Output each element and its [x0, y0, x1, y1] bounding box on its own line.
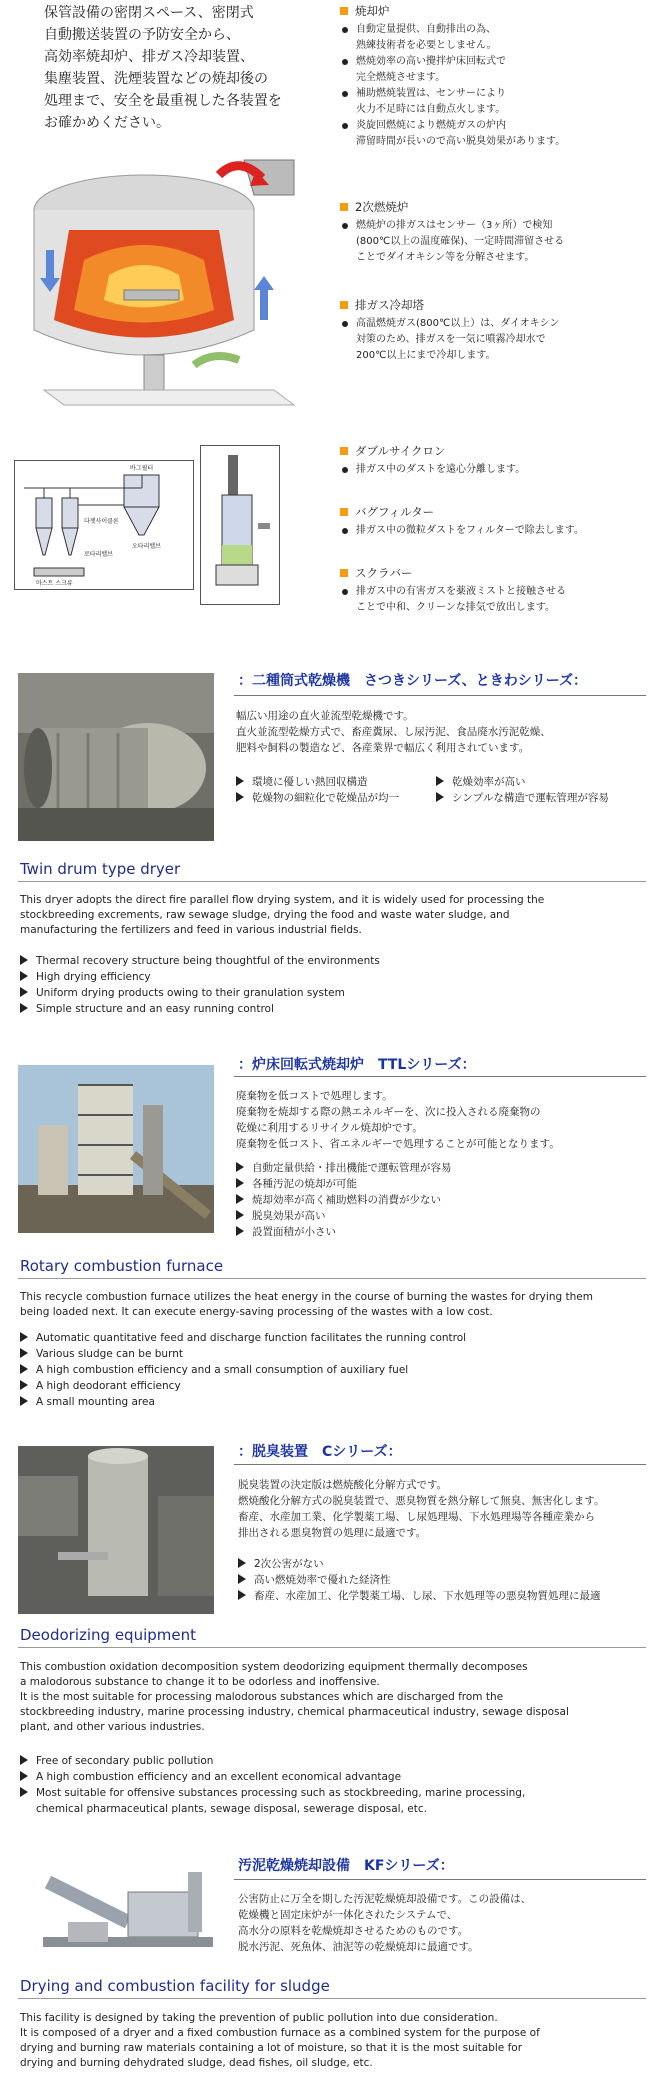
feature-item: 2次公害がない: [254, 1558, 324, 1570]
bullet-text: 200℃以上にまで冷却します。: [356, 350, 496, 361]
feature-item: Thermal recovery structure being thoughtful of the environments: [36, 955, 380, 967]
diagram-label: 로타리밸브: [84, 551, 113, 558]
feature-list-jp: [238, 1556, 601, 1604]
section-title-jp: ：二種筒式乾燥機 さつきシリーズ、ときわシリーズ：: [238, 673, 588, 689]
scrubber-tower-diagram: [200, 445, 280, 605]
bullet-text: 炎旋回燃焼により燃焼ガスの炉内: [356, 120, 506, 131]
description-line: 公害防止に万全を期した汚泥乾燥焼却設備です。この設備は、: [238, 1893, 532, 1905]
divider: [18, 881, 646, 882]
bullet-text: (800℃以上の温度確保)、一定時間滞留させる: [356, 236, 565, 247]
bullet-text: 排ガス中の微粒ダストをフィルターで除去します。: [356, 525, 584, 536]
title-rule: [234, 1879, 646, 1880]
description-line: stockbreeding excrements, raw sewage sludge, drying the food and waste water sludge, and: [20, 909, 510, 921]
section-description-en: [20, 1660, 644, 1735]
diagram-label: 오타리밸브: [132, 543, 161, 550]
description-line: It is the most suitable for processing malodorous substances which are discharged from the: [20, 1691, 504, 1703]
bullet-text: 補助燃焼装置は、センサーにより: [356, 88, 506, 99]
description-line: stockbreeding industry, marine processing industry, chemical pharmaceutical industry, sewage disposal: [20, 1706, 569, 1718]
block-heading: バグフィルター: [355, 505, 435, 519]
feature-list-jp: [236, 774, 656, 806]
feature-item: 自動定量供給・排出機能で運転管理が容易: [252, 1162, 452, 1174]
description-line: 肥料や飼料の製造など、各産業界で幅広く利用されています。: [236, 742, 530, 754]
section-description-jp: [236, 708, 551, 756]
intro-line: 集塵装置、洗煙装置などの焼却後の: [44, 71, 268, 87]
block-heading: ダブルサイクロン: [355, 444, 446, 458]
description-line: drying and burning dehydrated sludge, dead fishes, oil sludge, etc.: [20, 2057, 373, 2069]
description-line: 廃棄物を低コスト、省エネルギーで処理することが可能となります。: [236, 1138, 560, 1150]
bullet-text: 火力不足時には自動点火します。: [356, 104, 506, 115]
feature-list-en: [20, 1330, 644, 1410]
description-line: 廃棄物を低コストで処理します。: [236, 1090, 393, 1102]
description-line: manufacturing the fertilizers and feed in various industrial fields.: [20, 924, 362, 936]
description-line: plant, and other various industries.: [20, 1721, 205, 1733]
diagram-label: 바그필터: [130, 465, 154, 472]
description-line: 乾燥に利用するリサイクル焼却炉です。: [236, 1122, 423, 1134]
block-heading: スクラバー: [355, 566, 413, 580]
feature-item: Uniform drying products owing to their granulation system: [36, 987, 345, 999]
twin-drum-dryer-photo: [18, 673, 214, 841]
section-title-jp: 汚泥乾燥焼却設備 KFシリーズ：: [238, 1858, 454, 1874]
description-line: This recycle combustion furnace utilizes the heat energy in the course of burning the wastes for drying them: [20, 1291, 593, 1303]
intro-text: [44, 2, 344, 134]
bullet-text: 熟練技術者を必要としません。: [356, 40, 497, 51]
section-title-jp: ：炉床回転式焼却炉 TTLシリーズ：: [238, 1057, 476, 1073]
incinerator-illustration: [14, 150, 314, 420]
feature-item: Simple structure and an easy running control: [36, 1003, 274, 1015]
feature-item: 高い燃焼効率で優れた経済性: [254, 1574, 391, 1586]
feature-item: chemical pharmaceutical plants, sewage disposal, sewerage disposal, etc.: [36, 1803, 427, 1815]
description-line: 直火並流型乾燥方式で、畜産糞尿、し尿汚泥、食品廃水汚泥乾燥、: [236, 726, 551, 738]
feature-item: High drying efficiency: [36, 971, 151, 983]
bullet-text: 排ガス中のダストを遠心分離します。: [356, 464, 526, 475]
intro-line: お確かめください。: [44, 115, 170, 131]
description-line: a malodorous substance to change it to be odorless and inoffensive.: [20, 1676, 380, 1688]
feature-item: Various sludge can be burnt: [36, 1348, 183, 1360]
intro-line: 高効率焼却炉、排ガス冷却装置、: [44, 49, 254, 65]
block-incinerator: [340, 2, 660, 150]
section-description-en: [20, 1290, 644, 1320]
diagram-label: 마스트 스크류: [36, 580, 73, 587]
description-line: 高水分の原料を乾燥焼却させるためのものです。: [238, 1925, 469, 1937]
description-line: 廃棄物を焼却する際の熱エネルギーを、次に投入される廃棄物の: [236, 1106, 541, 1118]
section-title-en: Deodorizing equipment: [20, 1626, 197, 1644]
bullet-text: 自動定量提供、自動排出の為、: [356, 24, 496, 35]
feature-item: 各種汚泥の焼却が可能: [252, 1178, 357, 1190]
description-line: 脱水汚泥、死魚体、油泥等の乾燥焼却に最適です。: [238, 1941, 479, 1953]
feature-item: A high deodorant efficiency: [36, 1380, 181, 1392]
block-heading: 焼却炉: [355, 4, 390, 18]
diagram-label: 다젯사이클론: [84, 518, 119, 525]
feature-item: 畜産、水産加工、化学製薬工場、し尿、下水処理等の悪臭物質処理に最適: [254, 1590, 601, 1602]
description-line: It is composed of a dryer and a fixed combustion furnace as a combined system for the purpose of: [20, 2027, 540, 2039]
feature-item: 焼却効率が高く補助燃料の消費が少ない: [252, 1194, 441, 1206]
section-description-jp: [236, 1088, 560, 1152]
section-description-en: [20, 893, 644, 938]
deodorizing-equipment-photo: [18, 1446, 214, 1614]
section-title-en: Drying and combustion facility for sludge: [20, 1977, 330, 1995]
block-double-cyclone: [340, 442, 660, 478]
feature-item: Automatic quantitative feed and discharge function facilitates the running control: [36, 1332, 467, 1344]
description-line: 幅広い用途の直火並流型乾燥機です。: [236, 710, 414, 722]
section-title-en: Rotary combustion furnace: [20, 1257, 224, 1275]
description-line: drying and burning raw materials containing a lot of moisture, so that it is the most suitable for: [20, 2042, 523, 2054]
bullet-text: 燃焼効率の高い攪拌炉床回転式で: [356, 56, 506, 67]
description-line: This combustion oxidation decomposition system deodorizing equipment thermally decomposes: [20, 1661, 528, 1673]
intro-line: 処理まで、安全を最重視した各装置を: [44, 93, 282, 109]
feature-item: 脱臭効果が高い: [252, 1210, 326, 1222]
block-bag-filter: [340, 503, 660, 539]
bullet-text: 高温燃焼ガス(800℃以上）は、ダイオキシン: [356, 318, 560, 329]
bullet-text: ことでダイオキシン等を分解させます。: [356, 252, 535, 263]
feature-item: 環境に優しい熱回収構造: [252, 776, 368, 788]
description-line: This facility is designed by taking the prevention of public pollution into due consideration.: [20, 2012, 498, 2024]
divider: [18, 1998, 646, 1999]
section-title-en: Twin drum type dryer: [20, 860, 181, 878]
divider: [18, 1647, 646, 1648]
feature-list-en: [20, 1753, 644, 1817]
bullet-text: 滞留時間が長いので高い脱臭効果があります。: [356, 136, 566, 147]
section-description-en: [20, 2011, 644, 2071]
bullet-text: 対策のため、排ガスを一気に噴霧冷却水で: [356, 334, 546, 345]
feature-item: A high combustion efficiency and an excellent economical advantage: [36, 1771, 402, 1783]
description-line: 乾燥機と固定床炉が一体化されたシステムで、: [238, 1909, 458, 1921]
description-line: 脱臭装置の決定版は燃焼酸化分解方式です。: [238, 1479, 448, 1491]
description-line: being loaded next. It can execute energy-saving processing of the wastes with a low cost.: [20, 1306, 493, 1318]
bullet-text: 完全燃焼させます。: [356, 72, 446, 83]
block-secondary-furnace: [340, 198, 660, 266]
divider: [18, 1278, 646, 1279]
block-heading: 2次燃焼炉: [355, 200, 409, 214]
sludge-facility-photo: [38, 1852, 222, 1960]
title-rule: [234, 1076, 646, 1077]
feature-item: Most suitable for offensive substances processing such as stockbreeding, marine processing,: [36, 1787, 526, 1799]
feature-list-jp: [236, 1160, 452, 1240]
description-line: 排出される悪臭物質の処理に最適です。: [238, 1527, 427, 1539]
block-scrubber: [340, 564, 660, 616]
section-description-jp: [238, 1477, 604, 1541]
bullet-text: 排ガス中の有害ガスを薬液ミストと接触させる: [356, 586, 566, 597]
feature-item: 乾燥効率が高い: [452, 776, 526, 788]
feature-item: A small mounting area: [36, 1396, 155, 1408]
description-line: This dryer adopts the direct fire parallel flow drying system, and it is widely used for processing the: [20, 894, 545, 906]
section-title-jp: ：脱臭装置 Cシリーズ：: [238, 1444, 402, 1460]
title-rule: [234, 1464, 646, 1465]
bullet-text: 燃焼炉の排ガスはセンサー（3ヶ所）で検知: [356, 220, 553, 231]
block-heading: 排ガス冷却塔: [355, 298, 424, 312]
title-rule: [234, 695, 646, 696]
description-line: 畜産、水産加工業、化学製薬工場、し尿処理場、下水処理場等各種産業から: [238, 1511, 595, 1523]
feature-item: 設置面積が小さい: [252, 1226, 336, 1238]
block-gas-cooler: [340, 296, 660, 364]
rotary-furnace-photo: [18, 1065, 214, 1233]
feature-item: 乾燥物の細粒化で乾燥品が均一: [252, 792, 399, 804]
feature-list-en: [20, 953, 644, 1017]
intro-line: 保管設備の密閉スペース、密閉式: [44, 5, 254, 21]
bullet-text: ことで中和、クリーンな排気で放出します。: [356, 602, 555, 613]
intro-line: 自動搬送装置の予防安全から、: [44, 27, 240, 43]
feature-item: Free of secondary public pollution: [36, 1755, 214, 1767]
feature-item: A high combustion efficiency and a small consumption of auxiliary fuel: [36, 1364, 409, 1376]
process-flow-diagram: [14, 460, 194, 590]
section-description-jp: [238, 1891, 531, 1955]
feature-item: シンプルな構造で運転管理が容易: [452, 792, 609, 804]
description-line: 燃焼酸化分解方式の脱臭装置で、悪臭物質を熱分解して無臭、無害化します。: [238, 1495, 605, 1507]
